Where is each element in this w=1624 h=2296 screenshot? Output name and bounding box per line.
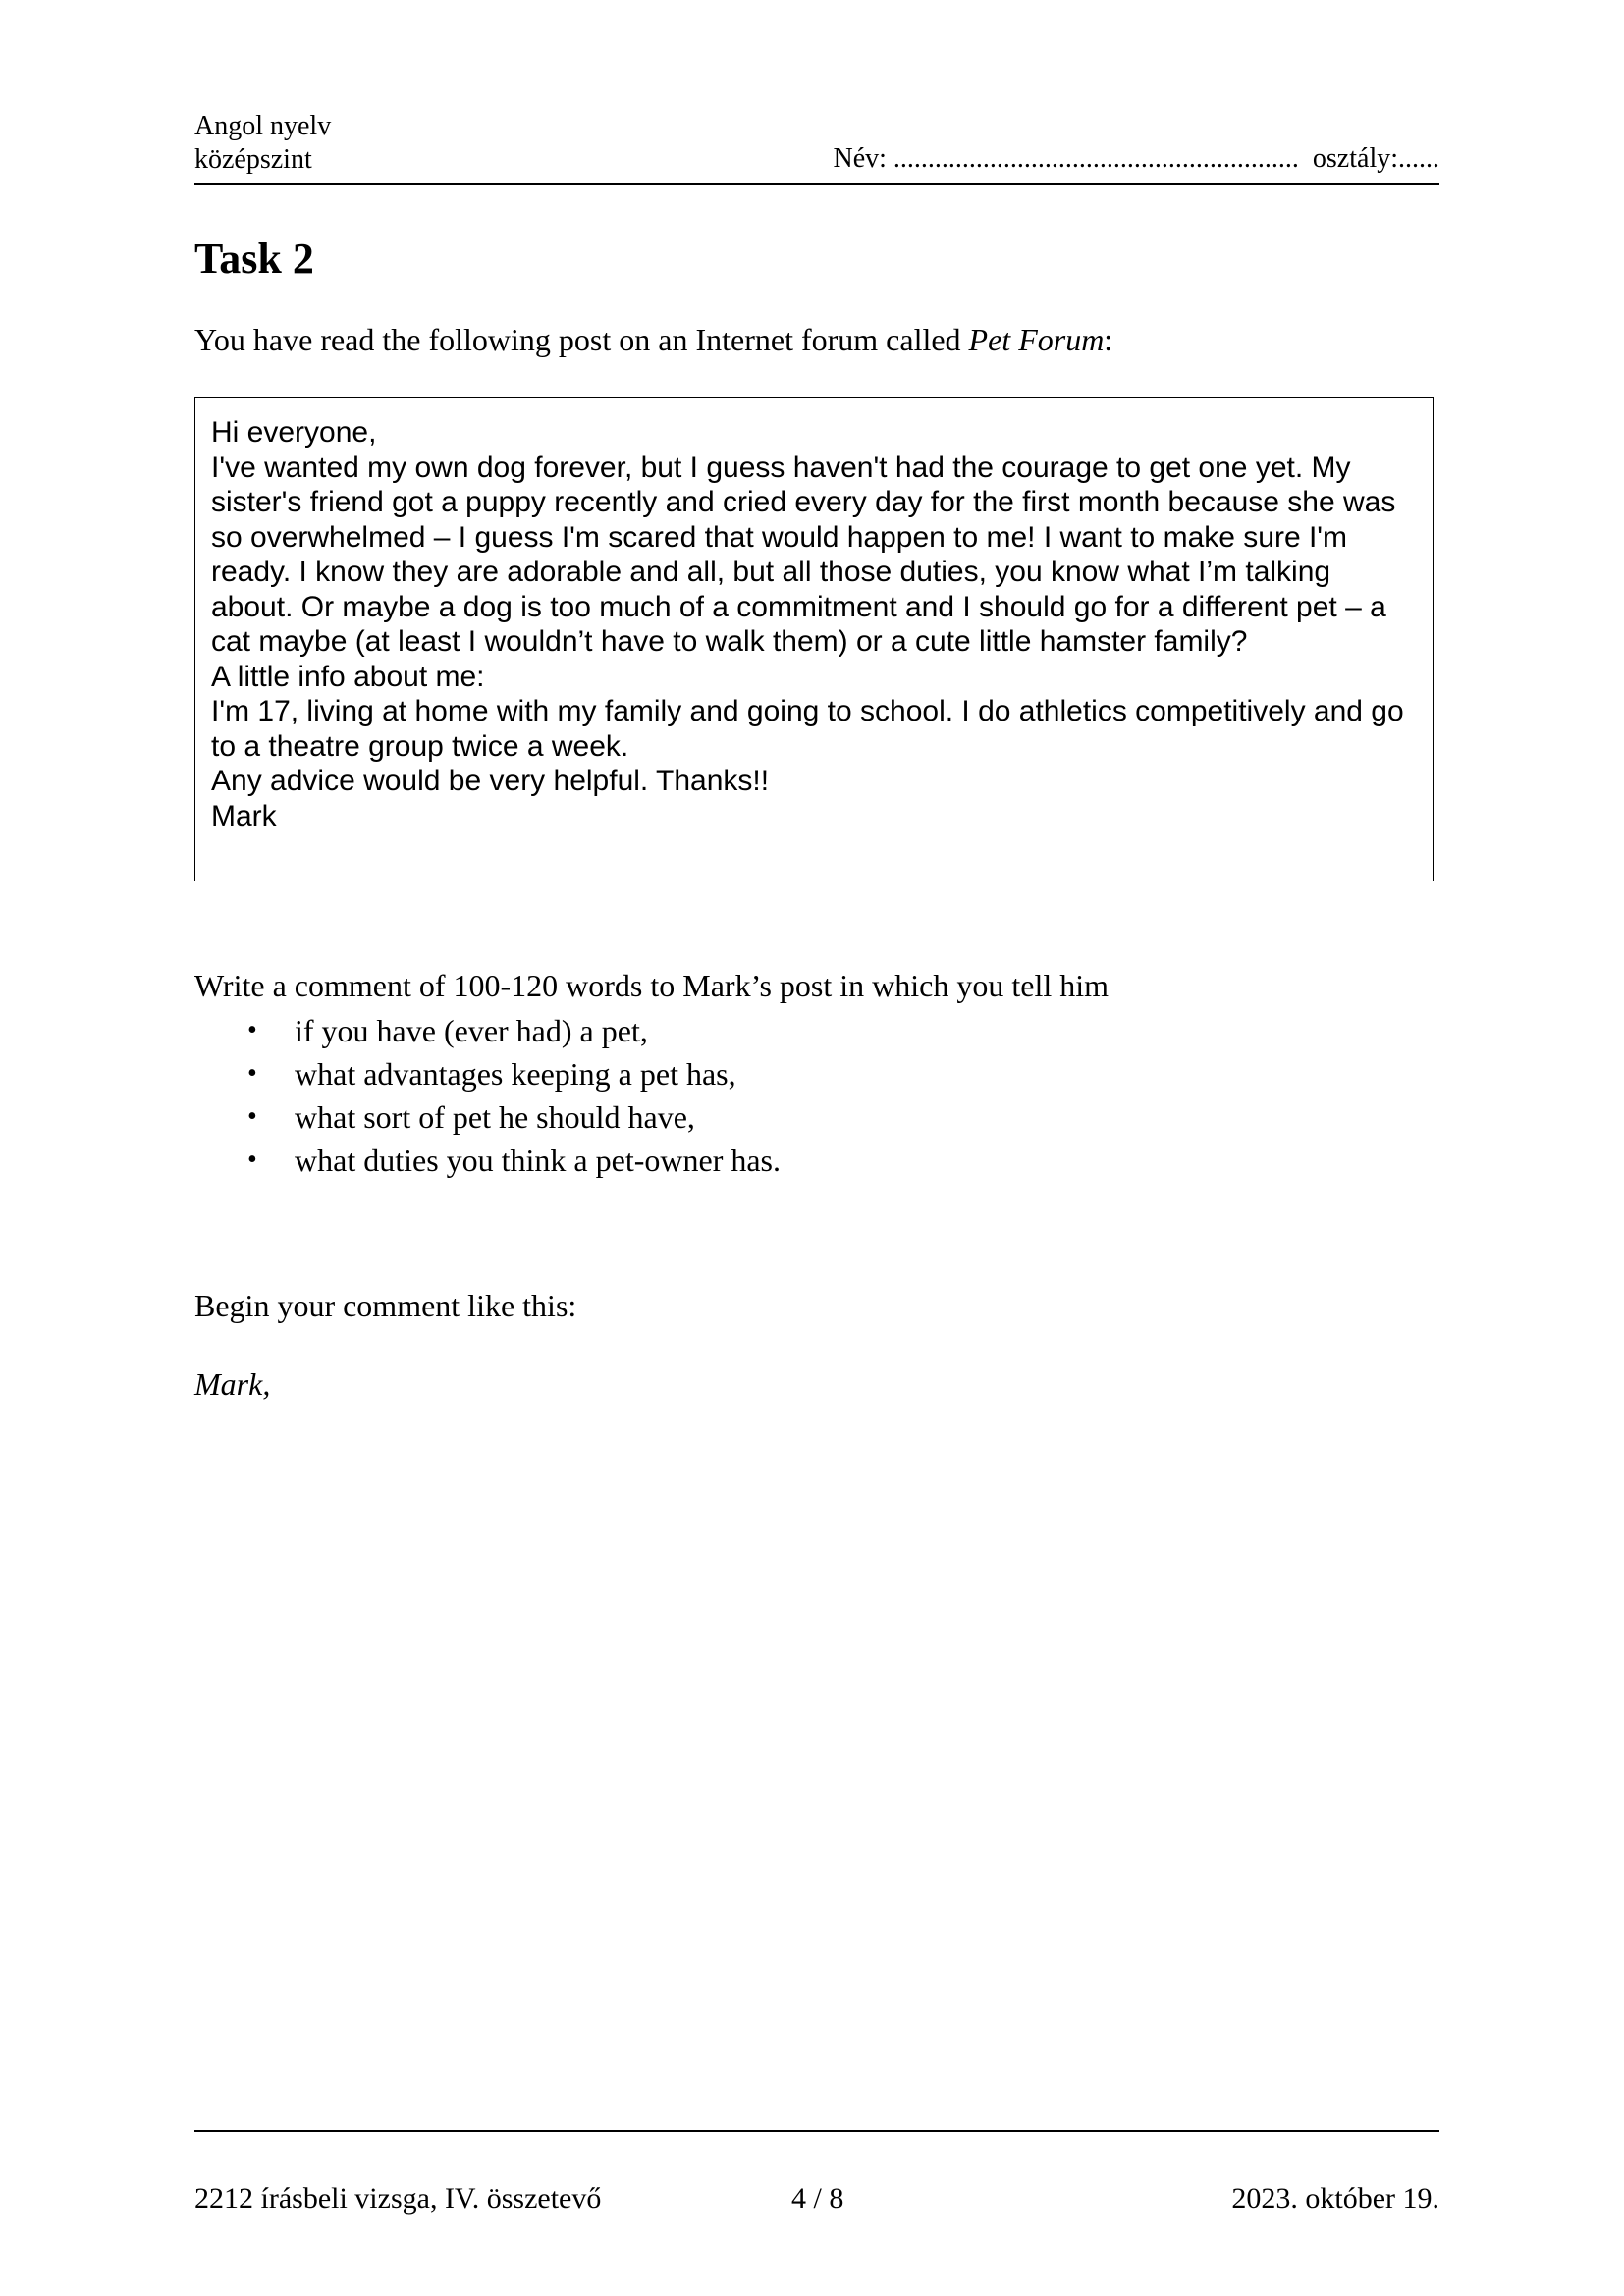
forum-post-box bbox=[194, 397, 1434, 881]
content-point-text: what duties you think a pet-owner has. bbox=[295, 1143, 781, 1178]
intro-colon: : bbox=[1104, 322, 1113, 357]
forum-name: Pet Forum bbox=[968, 322, 1105, 357]
content-point bbox=[194, 1139, 781, 1182]
exam-date: 2023. október 19. bbox=[1231, 2182, 1439, 2215]
begin-instruction: Begin your comment like this: bbox=[194, 1288, 577, 1323]
student-fields bbox=[833, 143, 1439, 175]
writing-instruction: Write a comment of 100-120 words to Mark’s post in which you tell him bbox=[194, 968, 1110, 1003]
task-title: Task 2 bbox=[194, 235, 314, 283]
bullet-icon: • bbox=[247, 1015, 257, 1045]
name-field: Név: ........................................................... bbox=[833, 143, 1299, 174]
content-point-text: what sort of pet he should have, bbox=[295, 1099, 695, 1135]
intro-text: You have read the following post on an Internet forum called bbox=[194, 322, 969, 357]
post-closing: Any advice would be very helpful. Thanks!! bbox=[211, 765, 770, 797]
comment-salutation: Mark, bbox=[194, 1366, 271, 1402]
post-info: I'm 17, living at home with my family and going to school. I do athletics competitively and go to a theatre group twice a week. bbox=[211, 695, 1404, 763]
bullet-icon: • bbox=[247, 1058, 257, 1089]
content-point-text: what advantages keeping a pet has, bbox=[295, 1056, 736, 1092]
page-number: 4 / 8 bbox=[791, 2182, 844, 2215]
class-field: osztály:...... bbox=[1312, 143, 1439, 174]
task-intro bbox=[194, 320, 1112, 359]
exam-code: 2212 írásbeli vizsga, IV. összetevő bbox=[194, 2182, 602, 2215]
post-greeting: Hi everyone, bbox=[211, 416, 377, 449]
bullet-icon: • bbox=[247, 1101, 257, 1132]
post-signature: Mark bbox=[211, 799, 277, 832]
level-label: középszint bbox=[194, 144, 312, 175]
content-points-list bbox=[194, 1009, 781, 1182]
footer-divider bbox=[194, 2130, 1439, 2132]
page-header bbox=[194, 110, 1439, 185]
header-subject-block bbox=[194, 110, 331, 177]
bullet-icon: • bbox=[247, 1145, 257, 1175]
content-point-text: if you have (ever had) a pet, bbox=[295, 1013, 648, 1048]
post-info-heading: A little info about me: bbox=[211, 660, 485, 693]
post-body: I've wanted my own dog forever, but I guess haven't had the courage to get one yet. My sister's friend got a puppy recently and cried every day for the first month because she was so overwhelmed – I guess I'm scared that would happen to me! I want to make sure I'm ready. I know they are adorable and all, but all those duties, you know what I’m talking about. Or maybe a dog is too much of a commitment and I should go for a different pet – a cat maybe (at least I wouldn’t have to walk them) or a cute little hamster family? bbox=[211, 451, 1396, 658]
subject-label: Angol nyelv bbox=[194, 111, 332, 141]
content-point bbox=[194, 1095, 781, 1139]
content-point bbox=[194, 1052, 781, 1095]
content-point bbox=[194, 1009, 781, 1052]
page-footer bbox=[194, 2179, 1439, 2218]
